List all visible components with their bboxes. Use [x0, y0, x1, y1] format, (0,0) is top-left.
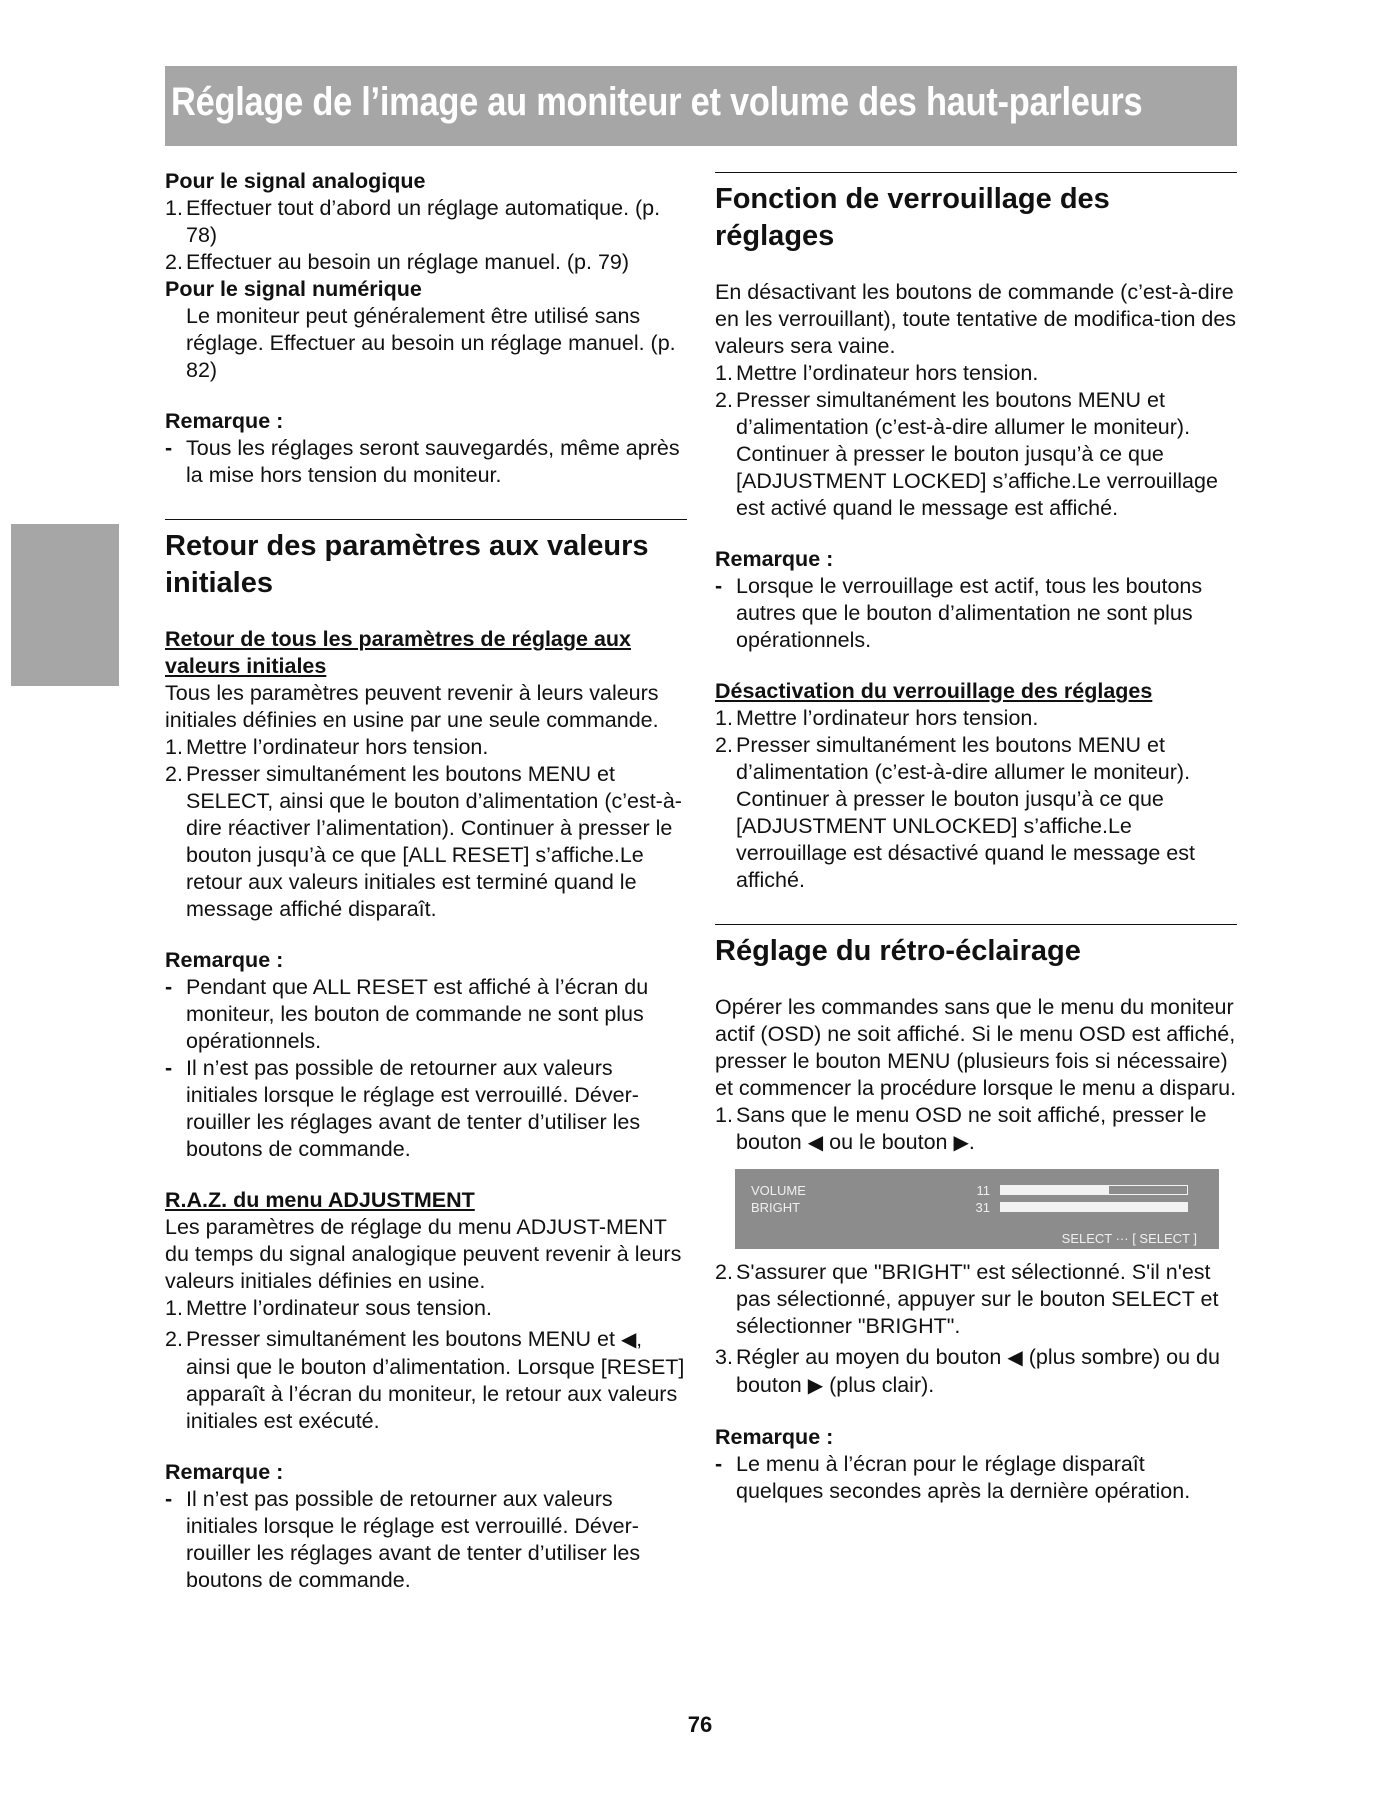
step-number: 1. — [165, 735, 183, 759]
numbered-step — [715, 705, 1237, 732]
remark-list — [715, 1451, 1237, 1505]
remark-item — [165, 1055, 687, 1163]
osd-bright-fill — [1001, 1203, 1187, 1211]
osd-volume-label: VOLUME — [751, 1183, 806, 1198]
item-text: Mettre l’ordinateur hors tension. — [186, 735, 489, 759]
osd-volume-bar — [1000, 1185, 1188, 1195]
right-arrow-icon: ▶ — [807, 1375, 824, 1397]
step-text: Mettre l’ordinateur sous tension. — [186, 1296, 492, 1320]
item-text: Mettre l’ordinateur hors tension. — [736, 361, 1039, 385]
item-text: Il n’est pas possible de retourner aux valeurs initiales lorsque le réglage est verrouillé. Déver-rouiller les réglages avant de tenter d’utiliser les boutons de commande. — [186, 1056, 641, 1161]
item-text: Presser simultanément les boutons MENU et d’alimentation (c’est-à-dire allumer le moniteur). Continuer à presser le bouton jusqu’à ce que [ADJUSTMENT UNLOCKED] s’affiche.Le verrouillage est désactivé quand le message est affiché. — [736, 733, 1195, 892]
osd-volume-fill — [1001, 1186, 1109, 1194]
step-text: Presser simultanément les boutons MENU et — [186, 1327, 615, 1351]
numbered-step — [165, 761, 687, 923]
left-arrow-icon: ◀ — [1007, 1347, 1023, 1369]
dash-bullet: - — [165, 975, 173, 999]
step-text: . — [968, 1130, 975, 1154]
analog-signal-heading: Pour le signal analogique — [165, 169, 426, 193]
osd-bright-label: BRIGHT — [751, 1200, 801, 1215]
osd-volume-value: 11 — [976, 1183, 990, 1198]
item-text: Effectuer tout d’abord un réglage automatique. (p. 78) — [186, 196, 661, 247]
item-text: Il n’est pas possible de retourner aux valeurs initiales lorsque le réglage est verrouillé. Déver-rouiller les réglages avant de tenter d’utiliser les boutons de commande. — [186, 1487, 641, 1592]
page-title: Réglage de l’image au moniteur et volume des haut-parleurs — [171, 80, 1143, 124]
backlight-text: Opérer les commandes sans que le menu du moniteur actif (OSD) ne soit affiché. Si le menu OSD est affiché, presser le bouton MENU (plusieurs fois si nécessaire) et commencer la procédure lorsque le menu a disparu. — [715, 995, 1237, 1100]
remark-label: Remarque : — [715, 1425, 834, 1449]
step-number: 1. — [165, 196, 183, 220]
remark-item — [715, 1451, 1237, 1505]
item-text: Lorsque le verrouillage est actif, tous les boutons autres que le bouton d’alimentation ne sont plus opérationnels. — [736, 574, 1203, 652]
left-arrow-icon: ◀, — [620, 1329, 642, 1351]
step-number: 1. — [715, 1103, 733, 1127]
remark-label: Remarque : — [715, 547, 834, 571]
reset-all-subtitle: Retour de tous les paramètres de réglage aux valeurs initiales — [165, 627, 631, 678]
step-text: Régler au moyen du bouton — [736, 1345, 1002, 1369]
osd-bright-value: 31 — [975, 1200, 990, 1215]
step-text: ainsi que le bouton d’alimentation. Lorsque [RESET] apparaît à l’écran du moniteur, le retour aux valeurs initiales est exécuté. — [186, 1355, 685, 1433]
dash-bullet: - — [165, 1056, 173, 1080]
step-number: 1. — [165, 1296, 183, 1320]
osd-screen — [735, 1169, 1219, 1249]
numbered-step — [165, 249, 687, 276]
dash-bullet: - — [165, 436, 173, 460]
step-text: Sans que le menu OSD ne soit affiché, presser le bouton — [736, 1103, 1207, 1154]
dash-bullet: - — [715, 1452, 723, 1476]
step-number: 2. — [165, 762, 183, 786]
step-number: 2. — [715, 733, 733, 757]
backlight-step-3 — [715, 1344, 1237, 1400]
item-text: Pendant que ALL RESET est affiché à l’écran du moniteur, les bouton de commande ne sont plus opérationnels. — [186, 975, 649, 1053]
backlight-section-title: Réglage du rétro-éclairage — [715, 935, 1081, 967]
raz-step-2 — [165, 1326, 687, 1435]
step-text: (plus clair). — [829, 1373, 935, 1397]
item-text: Effectuer au besoin un réglage manuel. (p. 79) — [186, 250, 630, 274]
digital-signal-heading: Pour le signal numérique — [165, 277, 422, 301]
unlock-steps — [715, 705, 1237, 894]
raz-subtitle: R.A.Z. du menu ADJUSTMENT — [165, 1188, 475, 1212]
backlight-section — [715, 924, 1237, 970]
right-column — [715, 168, 1237, 1505]
page-number: 76 — [687, 1712, 713, 1737]
reset-section — [165, 519, 687, 602]
lock-section-title: Fonction de verrouillage des réglages — [715, 183, 1110, 252]
reset-all-steps — [165, 734, 687, 923]
raz-step-1 — [165, 1295, 687, 1322]
backlight-step-2 — [715, 1259, 1237, 1340]
step-number: 1. — [715, 706, 733, 730]
dash-bullet: - — [715, 574, 723, 598]
item-text: Le menu à l’écran pour le réglage disparaît quelques secondes après la dernière opération. — [736, 1452, 1191, 1503]
remark-item — [165, 1486, 687, 1594]
numbered-step — [715, 732, 1237, 894]
numbered-step — [715, 387, 1237, 522]
step-number: 2. — [715, 1260, 733, 1284]
remark-item — [715, 573, 1237, 654]
step-text: S'assurer que "BRIGHT" est sélectionné. S'il n'est pas sélectionné, appuyer sur le bouton SELECT et sélectionner "BRIGHT". — [736, 1260, 1219, 1338]
remark-label: Remarque : — [165, 1460, 284, 1484]
step-text: (plus sombre) ou du bouton — [736, 1345, 1220, 1397]
title-banner — [165, 66, 1237, 146]
item-text: Presser simultanément les boutons MENU et SELECT, ainsi que le bouton d’alimentation (c’est-à-dire réactiver l’alimentation). Continuer à presser le bouton jusqu’à ce que [ALL RESET] s’affiche.Le retour aux valeurs initiales est terminé quand le message affiché disparaît. — [186, 762, 682, 921]
item-text: Presser simultanément les boutons MENU et d’alimentation (c’est-à-dire allumer le moniteur). Continuer à presser le bouton jusqu’à ce que [ADJUSTMENT LOCKED] s’affiche.Le verrouillage est activé quand le message est affiché. — [736, 388, 1218, 520]
remark-list — [165, 1486, 687, 1594]
remark-label: Remarque : — [165, 409, 284, 433]
osd-bright-bar — [1000, 1202, 1188, 1212]
chapter-tab — [11, 524, 119, 686]
remark-label: Remarque : — [165, 948, 284, 972]
remark-item — [165, 974, 687, 1055]
lock-section — [715, 172, 1237, 255]
analog-steps — [165, 195, 687, 276]
lock-text: En désactivant les boutons de commande (c’est-à-dire en les verrouillant), toute tentative de modifica-tion des valeurs sera vaine. — [715, 280, 1237, 358]
remark-list — [165, 974, 687, 1163]
step-number: 2. — [165, 250, 183, 274]
remark-item — [165, 435, 687, 489]
raz-text: Les paramètres de réglage du menu ADJUST-MENT du temps du signal analogique peuvent revenir à leurs valeurs initiales définies en usine. — [165, 1215, 682, 1293]
digital-signal-text: Le moniteur peut généralement être utilisé sans réglage. Effectuer au besoin un réglage manuel. (p. 82) — [186, 304, 676, 382]
lock-steps — [715, 360, 1237, 522]
left-column — [165, 168, 687, 1594]
step-number: 3. — [715, 1345, 733, 1369]
left-arrow-icon: ◀ — [807, 1132, 824, 1154]
reset-section-title: Retour des paramètres aux valeurs initiales — [165, 530, 649, 599]
reset-all-text: Tous les paramètres peuvent revenir à leurs valeurs initiales définies en usine par une seule commande. — [165, 681, 659, 732]
numbered-step — [165, 195, 687, 249]
numbered-step — [165, 734, 687, 761]
remark-list — [165, 435, 687, 489]
right-arrow-icon: ▶ — [953, 1132, 969, 1154]
unlock-subtitle: Désactivation du verrouillage des réglages — [715, 679, 1153, 703]
step-number: 2. — [165, 1327, 183, 1351]
item-text: Mettre l’ordinateur hors tension. — [736, 706, 1039, 730]
numbered-step — [715, 360, 1237, 387]
remark-list — [715, 573, 1237, 654]
step-number: 2. — [715, 388, 733, 412]
step-text: ou le bouton — [829, 1130, 948, 1154]
backlight-step-1 — [715, 1102, 1237, 1157]
osd-footer: SELECT ··· [ SELECT ] — [1061, 1231, 1197, 1246]
dash-bullet: - — [165, 1487, 173, 1511]
item-text: Tous les réglages seront sauvegardés, même après la mise hors tension du moniteur. — [186, 436, 680, 487]
step-number: 1. — [715, 361, 733, 385]
